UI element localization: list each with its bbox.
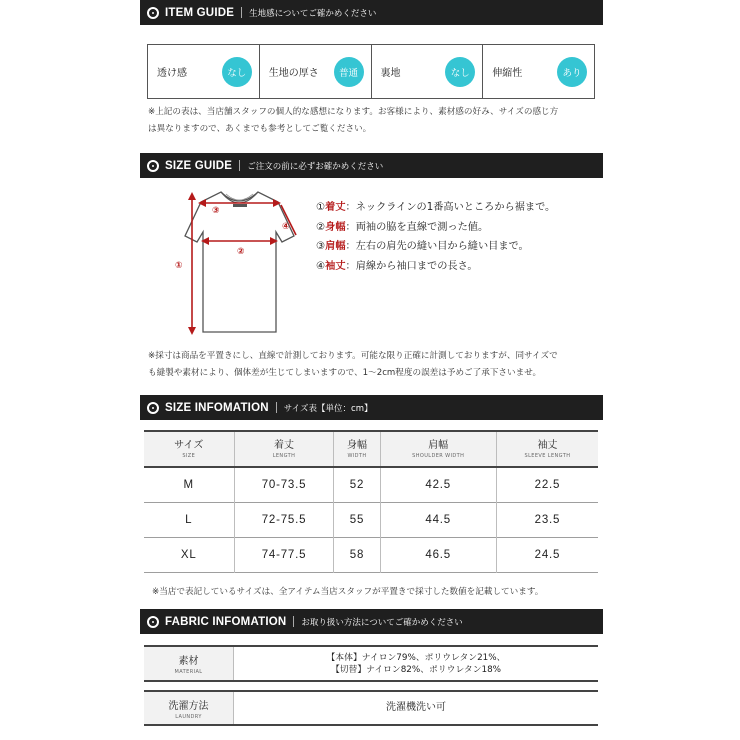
- item-guide-header: [140, 0, 603, 25]
- guide-label: 伸縮性: [492, 68, 523, 79]
- measure-name: 身幅: [325, 221, 346, 233]
- guide-cell: [372, 45, 484, 98]
- material-line: 【本体】ナイロン79%、ポリウレタン21%、: [326, 652, 506, 663]
- note-line: は異なりますので、あくまでも参考としてご覧ください。: [148, 124, 372, 134]
- section-subtitle: お取り扱い方法についてご確かめください: [301, 617, 463, 628]
- material-value-cell: [234, 647, 598, 680]
- column-header: 着丈 LENGTH: [234, 431, 334, 467]
- section-title: FABRIC INFOMATION: [165, 615, 287, 628]
- circle-icon: [147, 616, 159, 628]
- measurement-item: [316, 257, 555, 277]
- guide-cell: [148, 45, 260, 98]
- measure-desc: ：両袖の脇を直線で測った値。: [345, 221, 489, 233]
- shoulder-cell: 42.5: [380, 467, 496, 502]
- marker-3: ③: [212, 206, 220, 216]
- column-header: 身幅 WIDTH: [334, 431, 380, 467]
- measurement-list: [316, 198, 555, 276]
- material-line: 【切替】ナイロン82%、ポリウレタン18%: [330, 664, 502, 675]
- measure-name: 肩幅: [325, 241, 346, 252]
- length-cell: 74-77.5: [234, 537, 334, 572]
- table-header-row: [144, 431, 598, 467]
- column-header: サイズ SIZE: [144, 431, 234, 467]
- laundry-value-cell: [234, 692, 598, 724]
- width-cell: 58: [334, 537, 380, 572]
- section-subtitle: 生地感についてご確かめください: [249, 8, 377, 19]
- note-line: ※上記の表は、当店舗スタッフの個人的な感想になります。お客様により、素材感の好み、サイズの感じ方: [148, 107, 559, 117]
- length-cell: 70-73.5: [234, 467, 334, 502]
- measurement-item: [316, 198, 555, 218]
- guide-value-badge: なし: [445, 57, 475, 87]
- measure-desc: ：ネックラインの1番高いところから裾まで。: [345, 202, 556, 213]
- measurement-item: [316, 237, 555, 257]
- measurement-item: [316, 218, 555, 238]
- guide-value-badge: 普通: [334, 57, 364, 87]
- section-title: SIZE GUIDE: [165, 159, 233, 172]
- measure-num: ③: [316, 241, 326, 252]
- guide-label: 透け感: [157, 68, 187, 79]
- section-subtitle: サイズ表【単位：cm】: [283, 403, 373, 414]
- guide-cell: [260, 45, 372, 98]
- material-label-cell: [144, 647, 234, 680]
- column-header: 肩幅 SHOULDER WIDTH: [380, 431, 496, 467]
- section-title: SIZE INFOMATION: [165, 401, 269, 414]
- shoulder-cell: 46.5: [380, 537, 496, 572]
- guide-label: 裏地: [380, 68, 401, 79]
- size-info-header: [140, 395, 603, 420]
- guide-value-badge: あり: [557, 57, 587, 87]
- shoulder-cell: 44.5: [380, 502, 496, 537]
- item-guide-note: [148, 104, 598, 138]
- measure-desc: ：肩線から袖口までの長さ。: [345, 260, 478, 272]
- measure-num: ①: [316, 202, 326, 213]
- width-cell: 52: [334, 467, 380, 502]
- size-cell: M: [144, 467, 234, 502]
- divider: [293, 616, 294, 627]
- material-label: 素材: [178, 656, 199, 667]
- laundry-label: 洗濯方法: [168, 700, 209, 712]
- circle-icon: [147, 160, 159, 172]
- section-title: ITEM GUIDE: [165, 6, 235, 19]
- laundry-value: 洗濯機洗い可: [386, 702, 446, 713]
- note-line: も縫製や素材により、個体差が生じてしまいますので、1〜2cm程度の誤差は予めご了承下さいませ。: [148, 368, 542, 378]
- material-label-en: MATERIAL: [174, 669, 203, 675]
- fabric-header: [140, 609, 603, 634]
- width-cell: 55: [334, 502, 380, 537]
- guide-label: 生地の厚さ: [268, 68, 319, 79]
- marker-1: ①: [175, 261, 183, 271]
- laundry-label-cell: [144, 692, 234, 724]
- laundry-label-en: LAUNDRY: [175, 713, 202, 720]
- size-info-note: ※当店で表記しているサイズは、全アイテム当店スタッフが平置きで採寸した数値を記載しています。: [152, 587, 544, 597]
- sleeve-cell: 22.5: [534, 478, 561, 491]
- material-row: [144, 645, 598, 682]
- guide-value-badge: なし: [222, 57, 252, 87]
- size-guide-header: [140, 153, 603, 178]
- sleeve-cell: 24.5: [534, 548, 561, 561]
- measure-name: 着丈: [325, 202, 346, 213]
- column-header: 袖丈 SLEEVE LENGTH: [524, 439, 571, 459]
- guide-cell: [483, 45, 594, 98]
- measure-name: 袖丈: [325, 260, 346, 272]
- measure-desc: ：左右の肩先の縫い目から縫い目まで。: [345, 241, 529, 252]
- measure-num: ②: [316, 221, 326, 233]
- section-subtitle: ご注文の前に必ずお確かめください: [247, 161, 384, 172]
- laundry-row: [144, 690, 598, 726]
- marker-4: ④: [282, 222, 290, 232]
- divider: [241, 7, 242, 18]
- size-cell: XL: [144, 537, 234, 572]
- sleeve-cell: 23.5: [534, 513, 561, 526]
- divider: [276, 402, 277, 413]
- table-row: [144, 467, 598, 502]
- size-table: [144, 430, 598, 573]
- divider: [239, 160, 240, 171]
- measure-num: ④: [316, 260, 326, 272]
- tshirt-diagram: [172, 180, 307, 340]
- size-guide-note: [148, 348, 598, 382]
- table-row: [144, 502, 598, 537]
- table-row: [144, 537, 598, 572]
- note-line: ※採寸は商品を平置きにし、直線で計測しております。可能な限り正確に計測しておりますが、同サイズで: [148, 351, 558, 361]
- marker-2: ②: [237, 247, 245, 257]
- circle-icon: [147, 402, 159, 414]
- circle-icon: [147, 7, 159, 19]
- item-guide-table: [147, 44, 595, 99]
- size-cell: L: [144, 502, 234, 537]
- length-cell: 72-75.5: [234, 502, 334, 537]
